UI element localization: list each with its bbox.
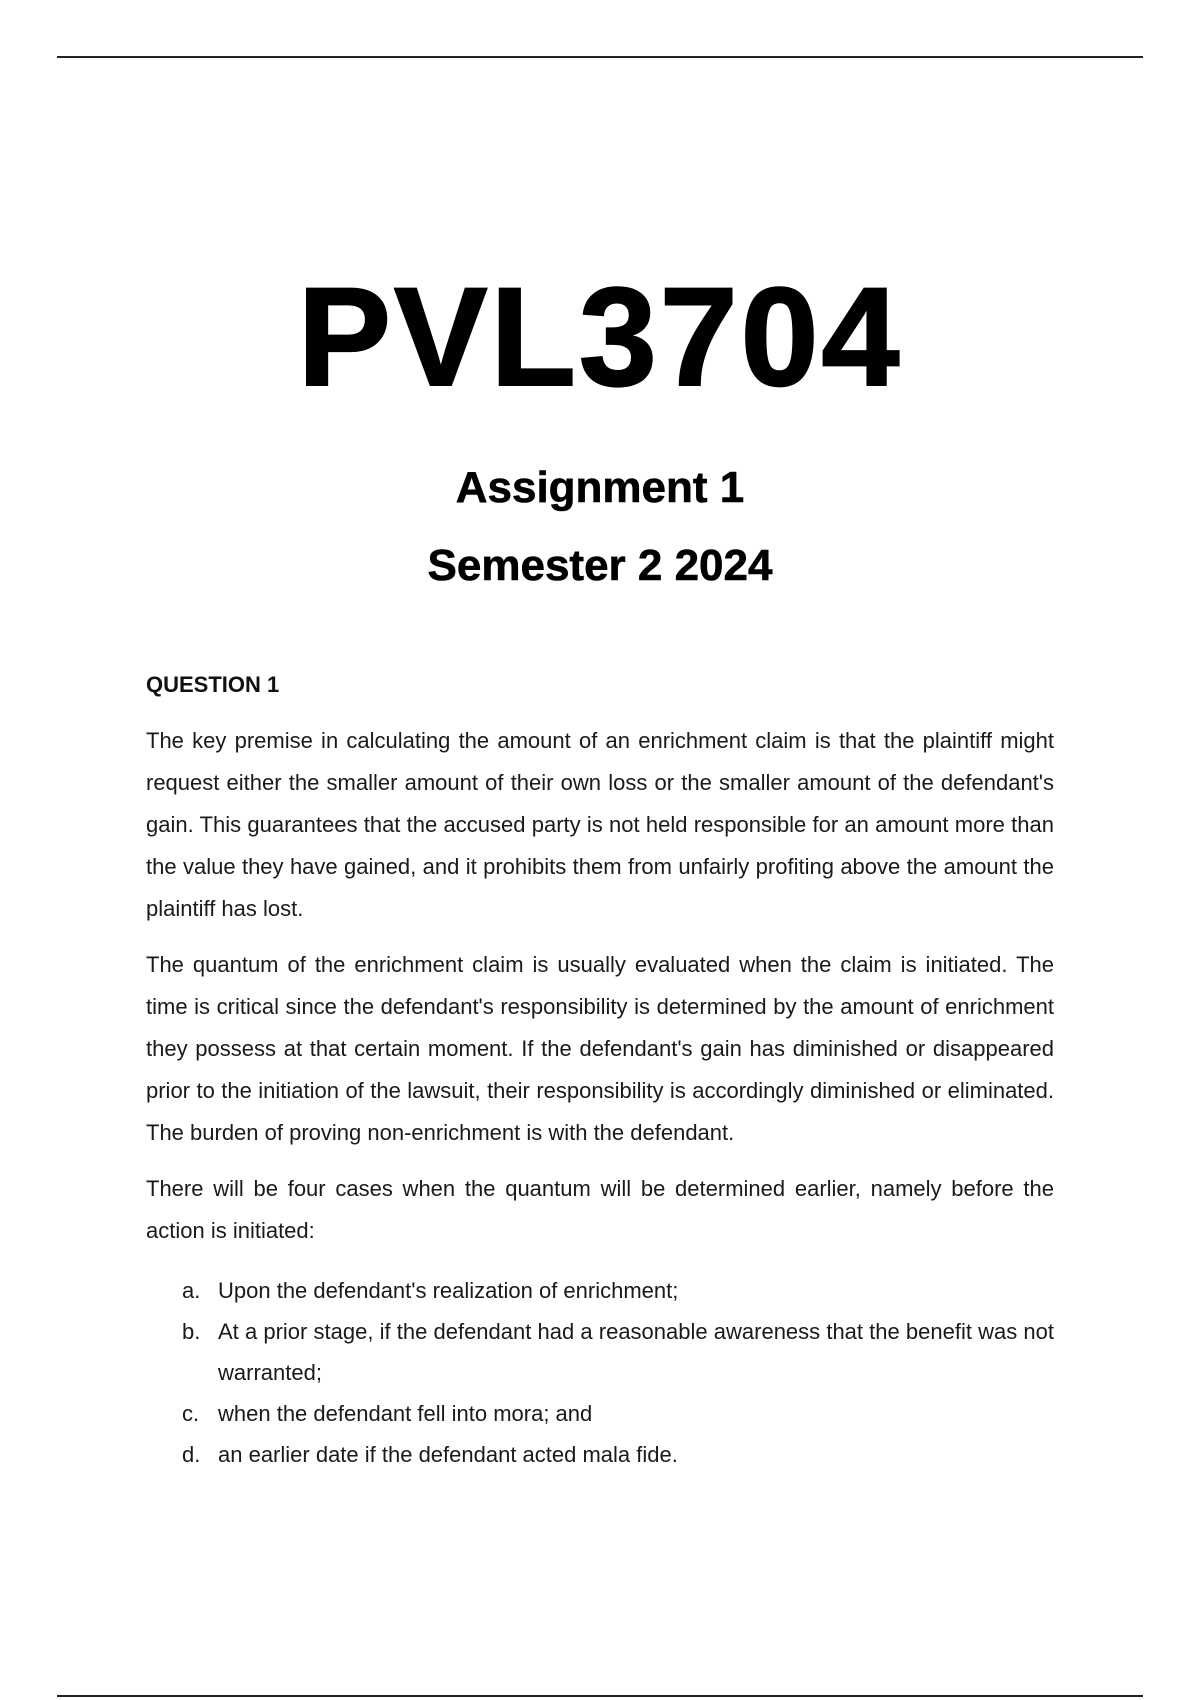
assignment-subtitle: Assignment 1 bbox=[455, 463, 745, 512]
list-marker: a. bbox=[182, 1278, 201, 1303]
question-heading: QUESTION 1 bbox=[146, 672, 280, 697]
list-item bbox=[146, 1393, 1054, 1434]
list-item bbox=[146, 1311, 1054, 1393]
top-divider bbox=[57, 56, 1143, 58]
list-marker: b. bbox=[182, 1319, 201, 1344]
bottom-divider bbox=[57, 1695, 1143, 1697]
list-item bbox=[146, 1434, 1054, 1475]
question-section bbox=[146, 670, 1054, 1475]
paragraph: The quantum of the enrichment claim is usually evaluated when the claim is initiated. The time is critical since the defendant's responsibility is determined by the amount of enrichment they possess at that certain moment. If the defendant's gain has diminished or disappeared prior to the initiation of the lawsuit, their responsibility is accordingly diminished or eliminated. The burden of proving non-enrichment is with the defendant. bbox=[146, 952, 1054, 1145]
paragraph: There will be four cases when the quantum will be determined earlier, namely before the action is initiated: bbox=[146, 1176, 1054, 1243]
list-item-text: when the defendant fell into mora; and bbox=[218, 1401, 593, 1426]
list-item bbox=[146, 1270, 1054, 1311]
course-code-title: PVL3704 bbox=[297, 258, 903, 415]
list-item-text: At a prior stage, if the defendant had a reasonable awareness that the benefit was not warranted; bbox=[218, 1319, 1054, 1385]
list-item-text: an earlier date if the defendant acted mala fide. bbox=[218, 1442, 678, 1467]
list-item-text: Upon the defendant's realization of enrichment; bbox=[218, 1278, 679, 1303]
list-marker: c. bbox=[182, 1401, 200, 1426]
cases-list bbox=[146, 1270, 1054, 1475]
paragraph: The key premise in calculating the amount of an enrichment claim is that the plaintiff might request either the smaller amount of their own loss or the smaller amount of the defendant's gain. This guarantees that the accused party is not held responsible for an amount more than the value they have gained, and it prohibits them from unfairly profiting above the amount the plaintiff has lost. bbox=[146, 728, 1054, 921]
list-marker: d. bbox=[182, 1442, 201, 1467]
semester-subtitle: Semester 2 2024 bbox=[427, 541, 773, 590]
